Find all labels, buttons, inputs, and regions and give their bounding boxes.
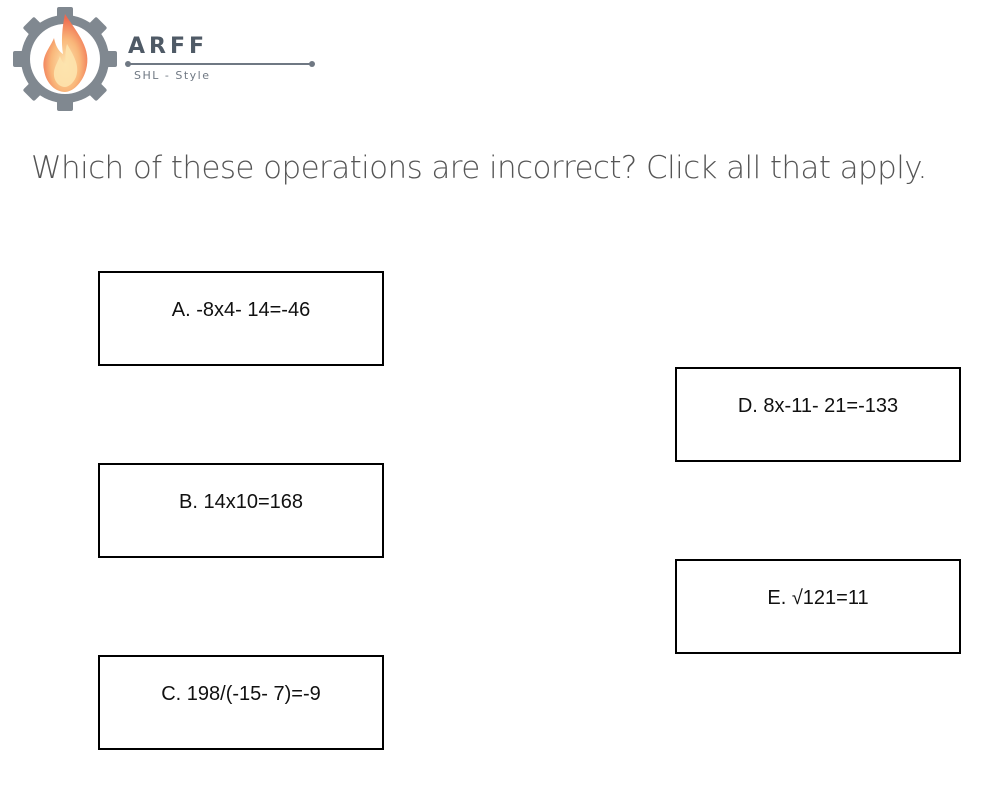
question-text: Which of these operations are incorrect? Click all that apply. bbox=[31, 150, 927, 186]
brand-tagline: SHL - Style bbox=[134, 69, 211, 82]
brand-name: ARFF bbox=[128, 34, 209, 59]
answer-option-label: A. -8x4- 14=-46 bbox=[171, 299, 311, 321]
brand-divider-dot bbox=[309, 61, 315, 67]
answer-option-e[interactable] bbox=[675, 559, 961, 654]
brand-divider-dot bbox=[125, 61, 131, 67]
brand-divider bbox=[127, 63, 313, 65]
answer-option-d[interactable] bbox=[675, 367, 961, 462]
answer-option-label: E. √121=11 bbox=[767, 587, 869, 609]
answer-option-label: B. 14x10=168 bbox=[179, 491, 303, 513]
answer-option-label: C. 198/(-15- 7)=-9 bbox=[161, 683, 321, 705]
answer-option-a[interactable] bbox=[98, 271, 384, 366]
answer-option-label: D. 8x-11- 21=-133 bbox=[737, 395, 899, 417]
gear-flame-logo-icon bbox=[10, 4, 120, 114]
answer-option-b[interactable] bbox=[98, 463, 384, 558]
answer-option-c[interactable] bbox=[98, 655, 384, 750]
brand-logo bbox=[10, 4, 330, 114]
